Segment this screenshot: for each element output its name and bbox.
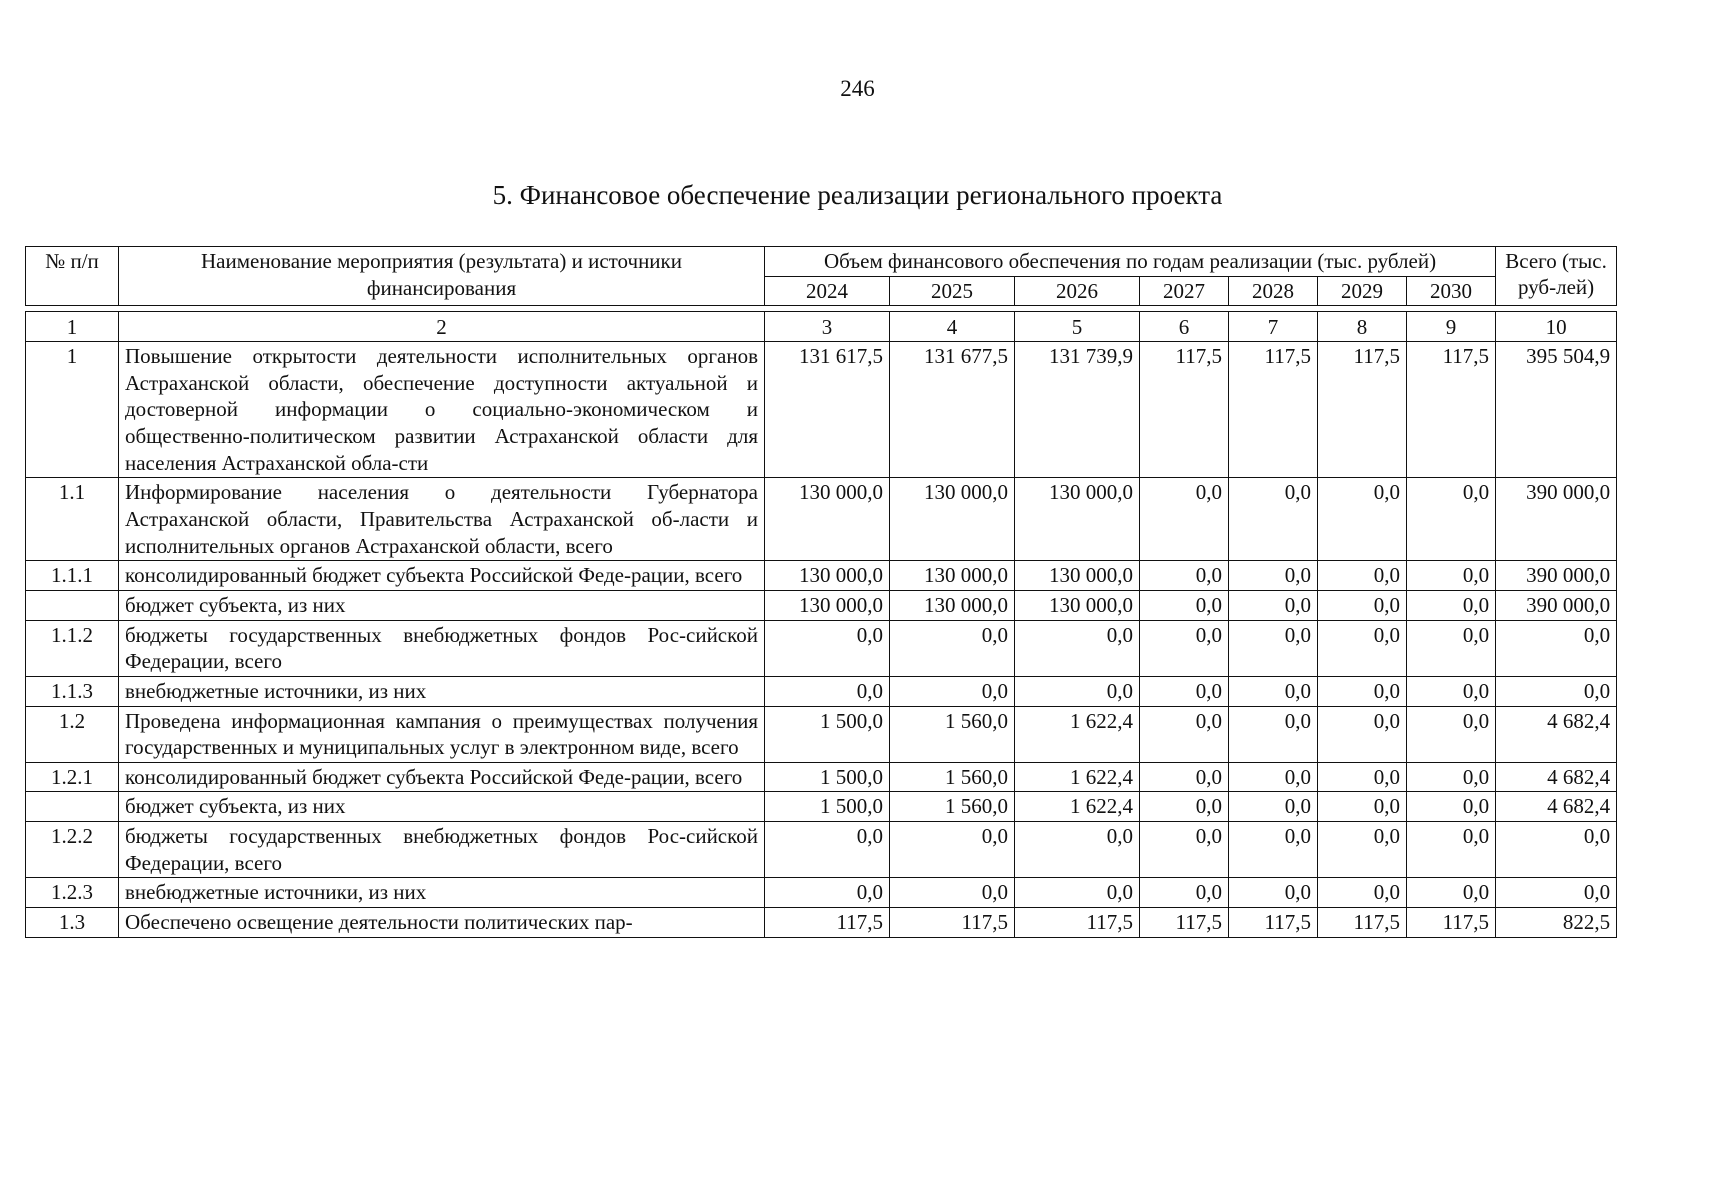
year-value-cell: 0,0 [1318,676,1407,706]
year-value-cell: 0,0 [1318,706,1407,762]
row-name: бюджет субъекта, из них [119,792,765,822]
year-value-cell: 130 000,0 [890,590,1015,620]
table-row [26,341,1617,477]
header-year: 2029 [1318,276,1407,306]
year-value-cell: 0,0 [765,676,890,706]
column-number: 10 [1496,312,1617,342]
year-value-cell: 0,0 [1229,706,1318,762]
year-value-cell: 130 000,0 [1015,478,1140,561]
year-value-cell: 0,0 [890,878,1015,908]
year-value-cell: 0,0 [1318,878,1407,908]
row-number: 1.3 [26,908,119,938]
header-year: 2024 [765,276,890,306]
column-number: 4 [890,312,1015,342]
row-number: 1.1.1 [26,561,119,591]
year-value-cell: 0,0 [1229,822,1318,878]
row-name: Повышение открытости деятельности исполнительных органов Астраханской области, обеспечение доступности актуальной и достоверной информации о социально-экономическом и общественно-политическом развитии Астраханской области для населения Астраханской обла-сти [119,341,765,477]
year-value-cell: 117,5 [1015,908,1140,938]
year-value-cell: 130 000,0 [890,561,1015,591]
year-value-cell: 0,0 [1318,792,1407,822]
year-value-cell: 0,0 [765,878,890,908]
year-value-cell: 0,0 [1407,822,1496,878]
row-number: 1.1.2 [26,620,119,676]
row-number: 1.2.3 [26,878,119,908]
year-value-cell: 0,0 [1407,561,1496,591]
year-value-cell: 0,0 [1318,478,1407,561]
column-number: 5 [1015,312,1140,342]
row-number [26,792,119,822]
row-name: Обеспечено освещение деятельности политических пар- [119,908,765,938]
year-value-cell: 0,0 [1140,478,1229,561]
year-value-cell: 0,0 [1140,676,1229,706]
year-value-cell: 0,0 [1140,561,1229,591]
row-name: внебюджетные источники, из них [119,878,765,908]
year-value-cell: 117,5 [1318,908,1407,938]
year-value-cell: 1 622,4 [1015,762,1140,792]
year-value-cell: 1 622,4 [1015,706,1140,762]
year-value-cell: 0,0 [1015,878,1140,908]
year-value-cell: 0,0 [1140,620,1229,676]
year-value-cell: 0,0 [1407,590,1496,620]
year-value-cell: 117,5 [1229,908,1318,938]
page-number: 246 [840,76,875,101]
header-year: 2025 [890,276,1015,306]
year-value-cell: 0,0 [1407,762,1496,792]
column-numbers-row [26,312,1617,342]
row-name: бюджет субъекта, из них [119,590,765,620]
table-row [26,676,1617,706]
year-value-cell: 0,0 [1318,561,1407,591]
year-value-cell: 0,0 [1140,878,1229,908]
table-row [26,822,1617,878]
row-number: 1.2.1 [26,762,119,792]
year-value-cell: 0,0 [1140,822,1229,878]
year-value-cell: 1 500,0 [765,762,890,792]
total-value-cell: 0,0 [1496,620,1617,676]
column-number: 1 [26,312,119,342]
year-value-cell: 0,0 [1140,792,1229,822]
section-title: 5. Финансовое обеспечение реализации регионального проекта [492,180,1223,210]
header-year: 2026 [1015,276,1140,306]
year-value-cell: 0,0 [1318,620,1407,676]
year-value-cell: 0,0 [1407,620,1496,676]
year-value-cell: 130 000,0 [765,590,890,620]
header-volume-group: Объем финансового обеспечения по годам реализации (тыс. рублей) [765,247,1496,277]
year-value-cell: 130 000,0 [1015,561,1140,591]
row-number: 1.1 [26,478,119,561]
year-value-cell: 131 739,9 [1015,341,1140,477]
year-value-cell: 0,0 [1229,792,1318,822]
column-number: 7 [1229,312,1318,342]
year-value-cell: 0,0 [1318,762,1407,792]
table-row [26,478,1617,561]
row-name: Информирование населения о деятельности Губернатора Астраханской области, Правительства Астраханской об-ласти и исполнительных органов Астраханской области, всего [119,478,765,561]
year-value-cell: 0,0 [1229,620,1318,676]
year-value-cell: 117,5 [890,908,1015,938]
year-value-cell: 117,5 [1407,908,1496,938]
year-value-cell: 117,5 [1140,908,1229,938]
year-value-cell: 1 560,0 [890,792,1015,822]
total-value-cell: 390 000,0 [1496,590,1617,620]
year-value-cell: 0,0 [1407,676,1496,706]
row-number: 1.2.2 [26,822,119,878]
year-value-cell: 130 000,0 [890,478,1015,561]
year-value-cell: 1 622,4 [1015,792,1140,822]
year-value-cell: 0,0 [1407,706,1496,762]
row-number: 1 [26,341,119,477]
table-row [26,792,1617,822]
year-value-cell: 0,0 [1015,822,1140,878]
total-value-cell: 0,0 [1496,676,1617,706]
total-value-cell: 0,0 [1496,878,1617,908]
header-year: 2028 [1229,276,1318,306]
total-value-cell: 4 682,4 [1496,706,1617,762]
year-value-cell: 0,0 [1140,762,1229,792]
year-value-cell: 0,0 [1407,478,1496,561]
row-name: бюджеты государственных внебюджетных фондов Рос-сийской Федерации, всего [119,620,765,676]
column-number: 9 [1407,312,1496,342]
total-value-cell: 822,5 [1496,908,1617,938]
table-row [26,561,1617,591]
year-value-cell: 0,0 [1407,878,1496,908]
year-value-cell: 0,0 [1318,590,1407,620]
row-name: бюджеты государственных внебюджетных фондов Рос-сийской Федерации, всего [119,822,765,878]
header-total: Всего (тыс. руб-лей) [1496,247,1617,306]
year-value-cell: 0,0 [890,676,1015,706]
row-number: 1.2 [26,706,119,762]
total-value-cell: 0,0 [1496,822,1617,878]
column-number: 3 [765,312,890,342]
year-value-cell: 0,0 [890,822,1015,878]
year-value-cell: 0,0 [1407,792,1496,822]
year-value-cell: 0,0 [890,620,1015,676]
row-number: 1.1.3 [26,676,119,706]
table-row [26,620,1617,676]
year-value-cell: 0,0 [1318,822,1407,878]
year-value-cell: 0,0 [1229,676,1318,706]
row-name: внебюджетные источники, из них [119,676,765,706]
year-value-cell: 130 000,0 [765,561,890,591]
year-value-cell: 0,0 [1229,878,1318,908]
year-value-cell: 117,5 [1140,341,1229,477]
table-row [26,706,1617,762]
year-value-cell: 1 560,0 [890,706,1015,762]
year-value-cell: 0,0 [1229,561,1318,591]
row-name: консолидированный бюджет субъекта Российской Феде-рации, всего [119,561,765,591]
column-number: 2 [119,312,765,342]
year-value-cell: 0,0 [765,620,890,676]
table-row [26,878,1617,908]
year-value-cell: 0,0 [1229,590,1318,620]
column-number: 6 [1140,312,1229,342]
total-value-cell: 390 000,0 [1496,561,1617,591]
header-row-top [26,247,1617,277]
year-value-cell: 0,0 [1015,676,1140,706]
header-year: 2027 [1140,276,1229,306]
year-value-cell: 131 677,5 [890,341,1015,477]
year-value-cell: 130 000,0 [765,478,890,561]
year-value-cell: 131 617,5 [765,341,890,477]
header-num: № п/п [26,247,119,306]
header-name: Наименование мероприятия (результата) и источники финансирования [119,247,765,306]
financing-table [25,246,1617,938]
header-year: 2030 [1407,276,1496,306]
year-value-cell: 1 560,0 [890,762,1015,792]
year-value-cell: 0,0 [1229,478,1318,561]
table-body [26,306,1617,937]
row-name: Проведена информационная кампания о преимуществах получения государственных и муниципальных услуг в электронном виде, всего [119,706,765,762]
table-row [26,590,1617,620]
row-number [26,590,119,620]
total-value-cell: 395 504,9 [1496,341,1617,477]
year-value-cell: 1 500,0 [765,706,890,762]
total-value-cell: 4 682,4 [1496,762,1617,792]
year-value-cell: 130 000,0 [1015,590,1140,620]
year-value-cell: 117,5 [1318,341,1407,477]
total-value-cell: 390 000,0 [1496,478,1617,561]
table-row [26,908,1617,938]
total-value-cell: 4 682,4 [1496,792,1617,822]
year-value-cell: 0,0 [1140,590,1229,620]
year-value-cell: 1 500,0 [765,792,890,822]
column-number: 8 [1318,312,1407,342]
year-value-cell: 117,5 [1229,341,1318,477]
year-value-cell: 117,5 [1407,341,1496,477]
year-value-cell: 0,0 [765,822,890,878]
year-value-cell: 117,5 [765,908,890,938]
year-value-cell: 0,0 [1015,620,1140,676]
year-value-cell: 0,0 [1140,706,1229,762]
year-value-cell: 0,0 [1229,762,1318,792]
row-name: консолидированный бюджет субъекта Российской Феде-рации, всего [119,762,765,792]
table-row [26,762,1617,792]
